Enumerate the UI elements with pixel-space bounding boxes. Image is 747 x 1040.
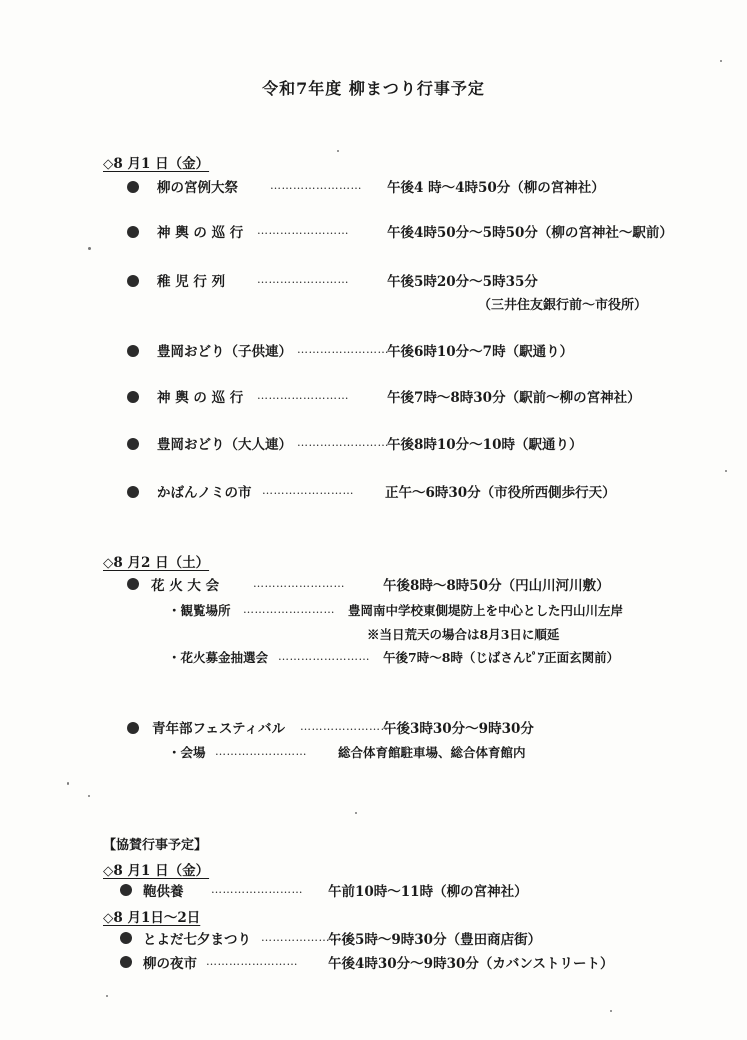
bullet-icon bbox=[127, 275, 139, 287]
event-name: 豊岡おどり（子供連） bbox=[157, 344, 292, 360]
scan-speck bbox=[720, 60, 722, 62]
leader-dots: …………………… bbox=[300, 720, 392, 733]
cosponsored-subheading-aug1-2: ◇8 月1日～2日 bbox=[103, 910, 201, 926]
leader-dots: …………………… bbox=[270, 179, 362, 192]
bullet-icon bbox=[127, 722, 139, 734]
bullet-icon bbox=[127, 226, 139, 238]
section-heading-aug1: ◇8 月1 日（金） bbox=[103, 156, 210, 172]
event-note: （三井住友銀行前～市役所） bbox=[478, 298, 648, 313]
bullet-icon bbox=[127, 345, 139, 357]
event-name: 豊岡おどり（大人連） bbox=[157, 437, 292, 453]
scan-speck bbox=[355, 812, 357, 814]
bullet-icon bbox=[127, 438, 139, 450]
bullet-icon bbox=[127, 181, 139, 193]
leader-dots: …………………… bbox=[297, 436, 389, 449]
leader-dots: …………………… bbox=[257, 273, 349, 286]
scan-speck bbox=[725, 470, 727, 472]
leader-dots: …………………… bbox=[262, 484, 354, 497]
leader-dots: …………………… bbox=[257, 389, 349, 402]
event-name: 花 火 大 会 bbox=[151, 578, 220, 594]
section-heading-aug2: ◇8 月2 日（土） bbox=[103, 555, 210, 571]
bullet-icon bbox=[127, 391, 139, 403]
event-name: 柳の宮例大祭 bbox=[157, 180, 238, 196]
event-time: 午後3時30分～9時30分 bbox=[383, 721, 534, 737]
event-time: 午後8時10分～10時（駅通り） bbox=[387, 437, 583, 453]
leader-dots: …………………… bbox=[243, 603, 335, 616]
scan-speck bbox=[337, 150, 339, 152]
leader-dots: …………………… bbox=[211, 883, 303, 896]
event-name: とよだ七夕まつり bbox=[143, 932, 251, 948]
event-time: 午後6時10分～7時（駅通り） bbox=[387, 344, 574, 360]
bullet-icon bbox=[127, 578, 139, 590]
sub-item-value: 豊岡南中学校東側堤防上を中心とした円山川左岸 bbox=[348, 603, 624, 618]
scan-speck bbox=[88, 247, 91, 250]
leader-dots: …………………… bbox=[261, 931, 353, 944]
leader-dots: …………………… bbox=[257, 224, 349, 237]
leader-dots: …………………… bbox=[215, 745, 307, 758]
event-time: 午前10時～11時（柳の宮神社） bbox=[328, 884, 528, 900]
event-time: 午後4時30分～9時30分（カバンストリート） bbox=[328, 956, 614, 972]
cosponsored-subheading-aug1: ◇8 月1 日（金） bbox=[103, 863, 210, 879]
event-name: 鞄供養 bbox=[143, 884, 184, 900]
event-time: 午後7時～8時30分（駅前～柳の宮神社） bbox=[387, 390, 641, 406]
event-name: かばんノミの市 bbox=[157, 485, 252, 501]
leader-dots: …………………… bbox=[206, 955, 298, 968]
bullet-icon bbox=[127, 486, 139, 498]
event-name: 柳の夜市 bbox=[143, 956, 197, 972]
page-title: 令和7年度 柳まつり行事予定 bbox=[262, 79, 485, 98]
rain-note: ※当日荒天の場合は8月3日に順延 bbox=[367, 627, 560, 642]
bullet-icon bbox=[120, 884, 132, 896]
scan-speck bbox=[88, 795, 90, 797]
event-name: 稚 児 行 列 bbox=[157, 274, 226, 290]
event-time: 正午～6時30分（市役所西側歩行天） bbox=[385, 485, 616, 501]
scan-speck bbox=[610, 1010, 612, 1012]
bullet-icon bbox=[120, 932, 132, 944]
sub-item-label: ・観覧場所 bbox=[168, 603, 231, 618]
event-time: 午後5時～9時30分（豊田商店街） bbox=[328, 932, 542, 948]
event-time: 午後8時～8時50分（円山川河川敷） bbox=[383, 578, 610, 594]
event-time: 午後4時50分～5時50分（柳の宮神社～駅前） bbox=[387, 225, 673, 241]
scan-speck bbox=[106, 995, 108, 997]
event-name: 神 輿 の 巡 行 bbox=[157, 390, 244, 406]
event-time: 午後5時20分～5時35分 bbox=[387, 274, 538, 290]
sub-item-label: ・会場 bbox=[168, 745, 206, 760]
cosponsored-heading: 【協賛行事予定】 bbox=[103, 838, 208, 853]
leader-dots: …………………… bbox=[297, 343, 389, 356]
scan-speck bbox=[67, 782, 69, 785]
leader-dots: …………………… bbox=[278, 650, 370, 663]
sub-item-label: ・花火募金抽選会 bbox=[168, 650, 269, 665]
sub-item-value: 午後7時～8時（じばさんﾋﾟｱ正面玄関前） bbox=[383, 650, 620, 665]
event-name: 神 輿 の 巡 行 bbox=[157, 225, 244, 241]
bullet-icon bbox=[120, 956, 132, 968]
event-name: 青年部フェスティバル bbox=[152, 721, 285, 737]
event-time: 午後4 時～4時50分（柳の宮神社） bbox=[387, 180, 605, 196]
leader-dots: …………………… bbox=[253, 577, 345, 590]
sub-item-value: 総合体育館駐車場、総合体育館内 bbox=[338, 745, 526, 760]
